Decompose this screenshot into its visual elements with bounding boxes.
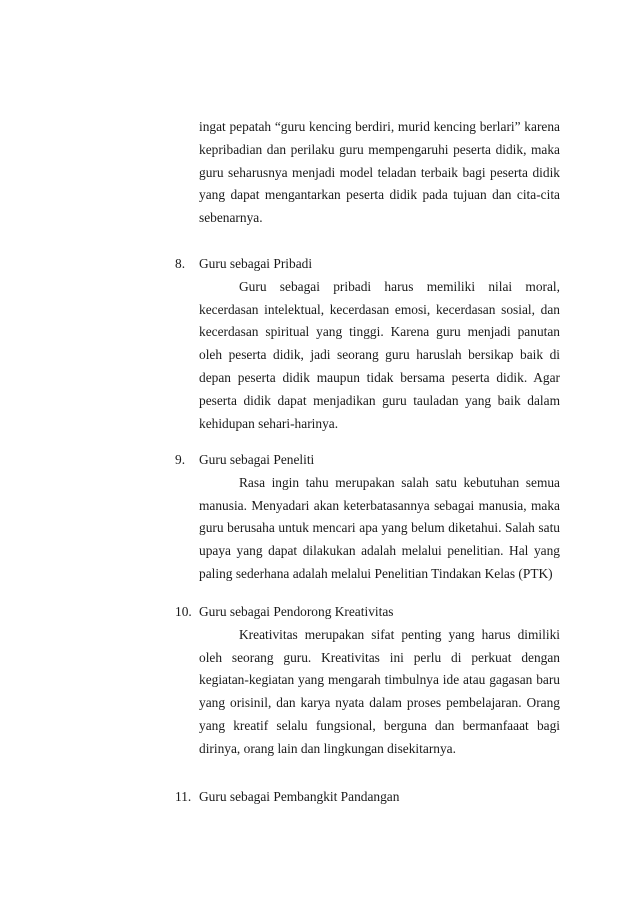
section-paragraph: Kreativitas merupakan sifat penting yang harus dimiliki oleh seorang guru. Kreativitas ini perlu di perkuat dengan kegiatan-kegiatan yang mengarah timbulnya ide atau gagasan baru yang orisinil, dan karya nyata dalam proses pembelajaran. Orang yang kreatif selalu fungsional, berguna dan bermanfaaat bagi dirinya, orang lain dan lingkungan disekitarnya. bbox=[199, 626, 560, 756]
intro-paragraph: ingat pepatah “guru kencing berdiri, murid kencing berlari” karena kepribadian dan perilaku guru mempengaruhi peserta didik, maka guru seharusnya menjadi model teladan terbaik bagi peserta didik yang dapat mengantarkan peserta didik pada tujuan dan cita-cita sebenarnya. bbox=[199, 119, 560, 226]
section-number: 10. bbox=[175, 604, 192, 619]
section-guru-sebagai-peneliti bbox=[175, 449, 560, 586]
section-title: Guru sebagai Pribadi bbox=[199, 256, 313, 271]
section-title: Guru sebagai Peneliti bbox=[199, 452, 315, 467]
section-paragraph: Rasa ingin tahu merupakan salah satu kebutuhan semua manusia. Menyadari akan keterbatasannya sebagai manusia, maka guru berusaha untuk mencari apa yang belum diketahui. Salah satu upaya yang dapat dilakukan adalah melalui penelitian. Hal yang paling sederhana adalah melalui Penelitian Tindakan Kelas (PTK) bbox=[199, 474, 560, 581]
section-guru-sebagai-pembangkit-pandangan bbox=[175, 786, 560, 809]
section-number: 8. bbox=[175, 256, 186, 271]
section-paragraph: Guru sebagai pribadi harus memiliki nilai moral, kecerdasan intelektual, kecerdasan emosi, kecerdasan sosial, dan kecerdasan spiritual yang tinggi. Karena guru menjadi panutan oleh peserta didik, jadi seorang guru haruslah bersikap baik di depan peserta didik maupun tidak bersama peserta didik. Agar peserta didik dapat menjadikan guru tauladan yang baik dalam kehidupan sehari-harinya. bbox=[199, 278, 560, 431]
section-title: Guru sebagai Pendorong Kreativitas bbox=[199, 604, 394, 619]
section-number: 11. bbox=[175, 789, 192, 804]
section-heading bbox=[175, 786, 560, 809]
section-heading bbox=[175, 601, 560, 624]
section-heading bbox=[175, 449, 560, 472]
section-heading bbox=[175, 253, 560, 276]
section-title: Guru sebagai Pembangkit Pandangan bbox=[199, 789, 400, 804]
section-number: 9. bbox=[175, 452, 186, 467]
section-guru-sebagai-pendorong-kreativitas bbox=[175, 601, 560, 761]
section-guru-sebagai-pribadi bbox=[175, 253, 560, 435]
